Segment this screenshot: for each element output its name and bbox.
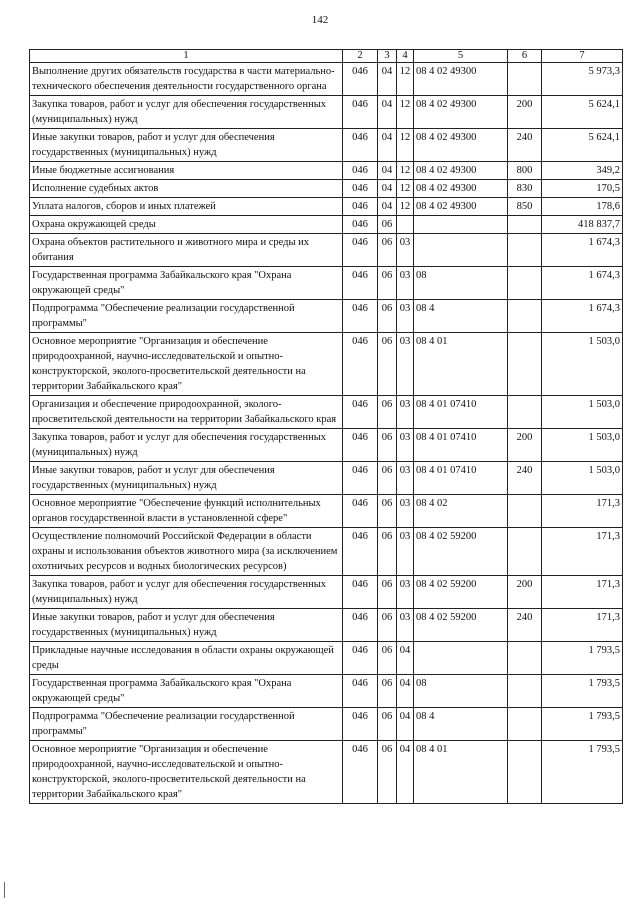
table-row [30, 396, 623, 429]
target-article-cell: 08 4 01 07410 [414, 462, 508, 495]
target-article-cell: 08 [414, 267, 508, 300]
target-article-cell: 08 4 01 [414, 333, 508, 396]
target-article-cell: 08 4 01 07410 [414, 429, 508, 462]
subsection-cell: 03 [397, 267, 414, 300]
subsection-cell: 03 [397, 333, 414, 396]
amount-cell: 170,5 [542, 180, 623, 198]
column-header: 4 [397, 50, 414, 63]
row-name-cell: Организация и обеспечение природоохранной, эколого-просветительской деятельности на территории Забайкальского края [30, 396, 343, 429]
admin-code-cell: 046 [343, 396, 378, 429]
section-cell: 04 [378, 198, 397, 216]
subsection-cell: 04 [397, 708, 414, 741]
amount-cell: 1 793,5 [542, 708, 623, 741]
table-row [30, 675, 623, 708]
admin-code-cell: 046 [343, 300, 378, 333]
section-cell: 06 [378, 642, 397, 675]
table-row [30, 234, 623, 267]
section-cell: 04 [378, 180, 397, 198]
subsection-cell: 03 [397, 495, 414, 528]
amount-cell: 5 624,1 [542, 96, 623, 129]
expense-type-cell: 240 [508, 129, 542, 162]
row-name-cell: Осуществление полномочий Российской Федерации в области охраны и использования объектов животного мира (за исключением охотничьих ресурсов и водных биологических ресурсов) [30, 528, 343, 576]
table-row [30, 180, 623, 198]
target-article-cell: 08 4 [414, 300, 508, 333]
column-header: 2 [343, 50, 378, 63]
target-article-cell [414, 216, 508, 234]
subsection-cell: 12 [397, 63, 414, 96]
admin-code-cell: 046 [343, 63, 378, 96]
column-header: 1 [30, 50, 343, 63]
row-name-cell: Закупка товаров, работ и услуг для обеспечения государственных (муниципальных) нужд [30, 576, 343, 609]
section-cell: 06 [378, 333, 397, 396]
table-row [30, 576, 623, 609]
row-name-cell: Подпрограмма "Обеспечение реализации государственной программы" [30, 300, 343, 333]
amount-cell: 1 503,0 [542, 462, 623, 495]
column-header: 3 [378, 50, 397, 63]
section-cell: 06 [378, 396, 397, 429]
row-name-cell: Государственная программа Забайкальского края "Охрана окружающей среды" [30, 675, 343, 708]
expense-type-cell [508, 675, 542, 708]
admin-code-cell: 046 [343, 333, 378, 396]
row-name-cell: Основное мероприятие "Организация и обеспечение природоохранной, научно-исследовательской и опытно-конструкторской, эколого-просветительской деятельности на территории Забайкальского края" [30, 333, 343, 396]
expense-type-cell [508, 333, 542, 396]
amount-cell: 171,3 [542, 609, 623, 642]
admin-code-cell: 046 [343, 429, 378, 462]
amount-cell: 1 793,5 [542, 741, 623, 804]
table-row [30, 429, 623, 462]
table-row [30, 528, 623, 576]
subsection-cell: 04 [397, 642, 414, 675]
target-article-cell: 08 4 02 49300 [414, 180, 508, 198]
admin-code-cell: 046 [343, 234, 378, 267]
admin-code-cell: 046 [343, 96, 378, 129]
target-article-cell: 08 4 01 [414, 741, 508, 804]
table-row [30, 462, 623, 495]
expense-type-cell: 200 [508, 96, 542, 129]
admin-code-cell: 046 [343, 675, 378, 708]
expense-type-cell [508, 300, 542, 333]
admin-code-cell: 046 [343, 642, 378, 675]
section-cell: 06 [378, 495, 397, 528]
section-cell: 06 [378, 216, 397, 234]
amount-cell: 418 837,7 [542, 216, 623, 234]
section-cell: 06 [378, 429, 397, 462]
admin-code-cell: 046 [343, 267, 378, 300]
table-row [30, 495, 623, 528]
table-header-row [30, 50, 623, 63]
target-article-cell: 08 4 [414, 708, 508, 741]
table-row [30, 741, 623, 804]
admin-code-cell: 046 [343, 462, 378, 495]
amount-cell: 1 793,5 [542, 675, 623, 708]
amount-cell: 1 674,3 [542, 300, 623, 333]
row-name-cell: Основное мероприятие "Организация и обеспечение природоохранной, научно-исследовательской и опытно-конструкторской, эколого-просветительской деятельности на территории Забайкальского края" [30, 741, 343, 804]
section-cell: 06 [378, 234, 397, 267]
amount-cell: 1 793,5 [542, 642, 623, 675]
expense-type-cell [508, 528, 542, 576]
admin-code-cell: 046 [343, 708, 378, 741]
section-cell: 06 [378, 741, 397, 804]
amount-cell: 1 503,0 [542, 333, 623, 396]
row-name-cell: Закупка товаров, работ и услуг для обеспечения государственных (муниципальных) нужд [30, 429, 343, 462]
row-name-cell: Закупка товаров, работ и услуг для обеспечения государственных (муниципальных) нужд [30, 96, 343, 129]
subsection-cell: 12 [397, 129, 414, 162]
subsection-cell: 04 [397, 741, 414, 804]
row-name-cell: Уплата налогов, сборов и иных платежей [30, 198, 343, 216]
amount-cell: 1 674,3 [542, 234, 623, 267]
target-article-cell: 08 4 02 59200 [414, 609, 508, 642]
expense-type-cell [508, 642, 542, 675]
section-cell: 06 [378, 267, 397, 300]
target-article-cell: 08 4 02 59200 [414, 576, 508, 609]
target-article-cell: 08 4 02 [414, 495, 508, 528]
table-row [30, 267, 623, 300]
table-row [30, 333, 623, 396]
amount-cell: 178,6 [542, 198, 623, 216]
subsection-cell: 03 [397, 528, 414, 576]
target-article-cell: 08 4 01 07410 [414, 396, 508, 429]
row-name-cell: Прикладные научные исследования в области охраны окружающей среды [30, 642, 343, 675]
subsection-cell [397, 216, 414, 234]
subsection-cell: 03 [397, 396, 414, 429]
section-cell: 06 [378, 708, 397, 741]
section-cell: 06 [378, 300, 397, 333]
section-cell: 04 [378, 63, 397, 96]
target-article-cell: 08 4 02 49300 [414, 162, 508, 180]
table-body [30, 63, 623, 804]
row-name-cell: Охрана объектов растительного и животного мира и среды их обитания [30, 234, 343, 267]
column-header: 5 [414, 50, 508, 63]
admin-code-cell: 046 [343, 180, 378, 198]
row-name-cell: Выполнение других обязательств государства в части материально-технического обеспечения деятельности государственного органа [30, 63, 343, 96]
row-name-cell: Охрана окружающей среды [30, 216, 343, 234]
expense-type-cell [508, 63, 542, 96]
table-row [30, 129, 623, 162]
subsection-cell: 03 [397, 234, 414, 267]
scan-margin-mark [4, 882, 5, 898]
expense-type-cell: 830 [508, 180, 542, 198]
target-article-cell: 08 4 02 49300 [414, 198, 508, 216]
row-name-cell: Иные бюджетные ассигнования [30, 162, 343, 180]
expense-type-cell [508, 396, 542, 429]
row-name-cell: Иные закупки товаров, работ и услуг для обеспечения государственных (муниципальных) нужд [30, 129, 343, 162]
expense-type-cell: 240 [508, 462, 542, 495]
table-row [30, 300, 623, 333]
column-header: 6 [508, 50, 542, 63]
amount-cell: 5 624,1 [542, 129, 623, 162]
table-row [30, 642, 623, 675]
admin-code-cell: 046 [343, 576, 378, 609]
amount-cell: 1 503,0 [542, 429, 623, 462]
target-article-cell: 08 4 02 49300 [414, 129, 508, 162]
section-cell: 04 [378, 96, 397, 129]
section-cell: 04 [378, 129, 397, 162]
admin-code-cell: 046 [343, 162, 378, 180]
admin-code-cell: 046 [343, 528, 378, 576]
section-cell: 06 [378, 576, 397, 609]
target-article-cell [414, 234, 508, 267]
budget-table [29, 49, 623, 804]
subsection-cell: 04 [397, 675, 414, 708]
admin-code-cell: 046 [343, 741, 378, 804]
subsection-cell: 03 [397, 300, 414, 333]
amount-cell: 1 674,3 [542, 267, 623, 300]
admin-code-cell: 046 [343, 216, 378, 234]
expense-type-cell [508, 234, 542, 267]
expense-type-cell: 200 [508, 576, 542, 609]
amount-cell: 171,3 [542, 528, 623, 576]
section-cell: 04 [378, 162, 397, 180]
subsection-cell: 03 [397, 462, 414, 495]
subsection-cell: 12 [397, 162, 414, 180]
subsection-cell: 03 [397, 609, 414, 642]
table-row [30, 216, 623, 234]
subsection-cell: 12 [397, 180, 414, 198]
row-name-cell: Иные закупки товаров, работ и услуг для обеспечения государственных (муниципальных) нужд [30, 462, 343, 495]
row-name-cell: Исполнение судебных актов [30, 180, 343, 198]
expense-type-cell [508, 741, 542, 804]
row-name-cell: Государственная программа Забайкальского края "Охрана окружающей среды" [30, 267, 343, 300]
table-row [30, 609, 623, 642]
amount-cell: 349,2 [542, 162, 623, 180]
admin-code-cell: 046 [343, 495, 378, 528]
expense-type-cell: 800 [508, 162, 542, 180]
amount-cell: 1 503,0 [542, 396, 623, 429]
expense-type-cell [508, 708, 542, 741]
expense-type-cell: 200 [508, 429, 542, 462]
subsection-cell: 03 [397, 429, 414, 462]
admin-code-cell: 046 [343, 129, 378, 162]
expense-type-cell: 850 [508, 198, 542, 216]
section-cell: 06 [378, 609, 397, 642]
target-article-cell: 08 4 02 59200 [414, 528, 508, 576]
target-article-cell: 08 4 02 49300 [414, 96, 508, 129]
subsection-cell: 03 [397, 576, 414, 609]
subsection-cell: 12 [397, 198, 414, 216]
expense-type-cell: 240 [508, 609, 542, 642]
amount-cell: 171,3 [542, 495, 623, 528]
expense-type-cell [508, 495, 542, 528]
amount-cell: 5 973,3 [542, 63, 623, 96]
section-cell: 06 [378, 675, 397, 708]
target-article-cell [414, 642, 508, 675]
expense-type-cell [508, 216, 542, 234]
row-name-cell: Иные закупки товаров, работ и услуг для обеспечения государственных (муниципальных) нужд [30, 609, 343, 642]
subsection-cell: 12 [397, 96, 414, 129]
row-name-cell: Подпрограмма "Обеспечение реализации государственной программы" [30, 708, 343, 741]
page-number: 142 [311, 14, 329, 26]
table-row [30, 96, 623, 129]
section-cell: 06 [378, 528, 397, 576]
amount-cell: 171,3 [542, 576, 623, 609]
table-row [30, 198, 623, 216]
table-row [30, 63, 623, 96]
row-name-cell: Основное мероприятие "Обеспечение функций исполнительных органов государственной власти в установленной сфере" [30, 495, 343, 528]
admin-code-cell: 046 [343, 198, 378, 216]
section-cell: 06 [378, 462, 397, 495]
column-header: 7 [542, 50, 623, 63]
admin-code-cell: 046 [343, 609, 378, 642]
table-row [30, 162, 623, 180]
table-row [30, 708, 623, 741]
target-article-cell: 08 [414, 675, 508, 708]
target-article-cell: 08 4 02 49300 [414, 63, 508, 96]
expense-type-cell [508, 267, 542, 300]
